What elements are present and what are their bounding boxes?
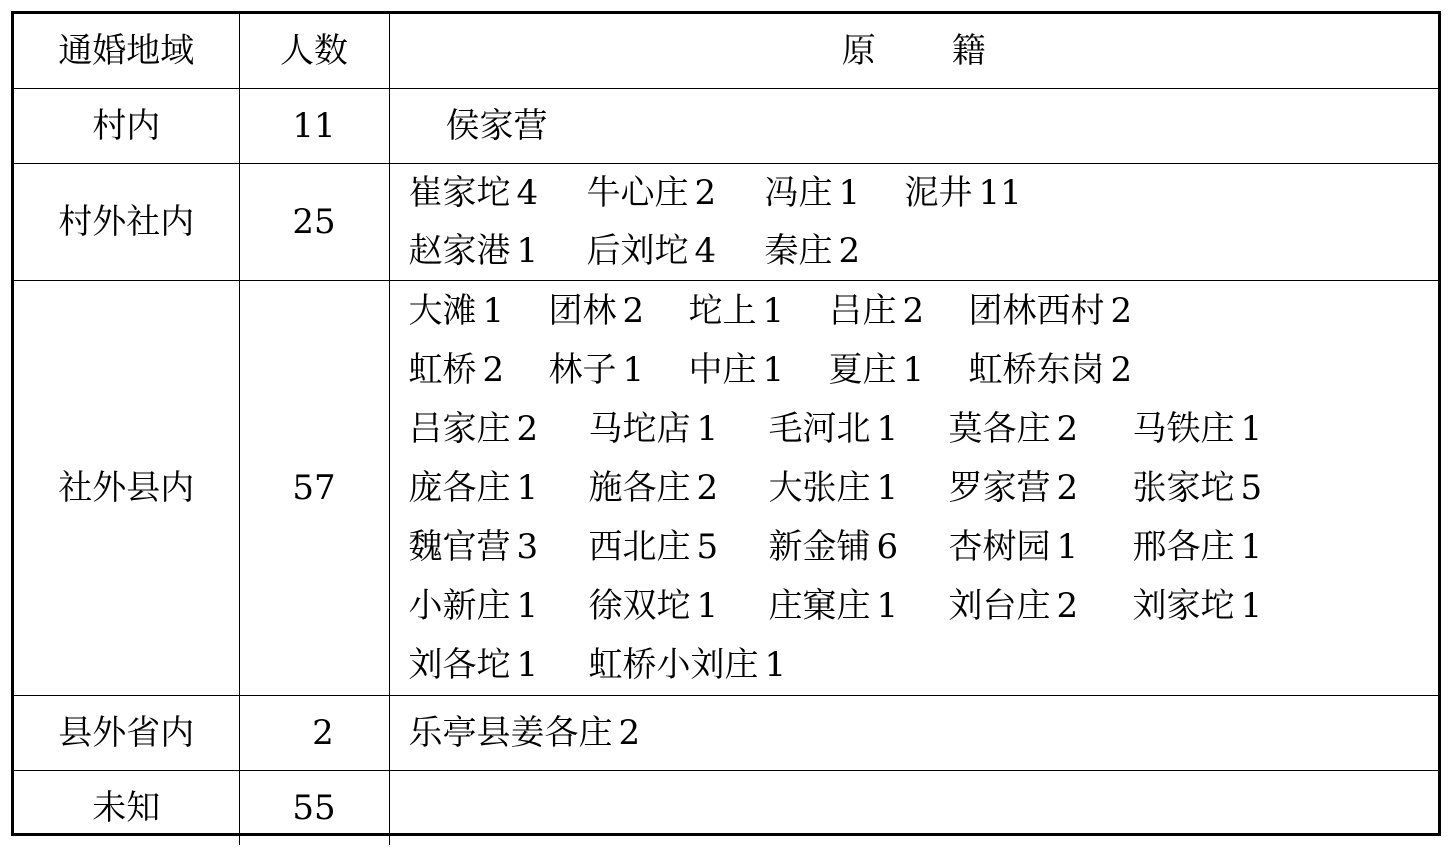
origin-line xyxy=(409,703,1439,763)
origin-place xyxy=(765,222,861,280)
place-name: 侯家营 xyxy=(445,106,548,146)
place-name: 吕家庄 xyxy=(408,408,511,449)
place-count: 1 xyxy=(902,349,925,390)
origin-cell xyxy=(389,281,1438,696)
place-count: 1 xyxy=(516,585,539,626)
place-count: 2 xyxy=(1056,408,1079,449)
region-cell: 未知 xyxy=(14,771,239,846)
header-origin-b: 籍 xyxy=(951,31,986,71)
origin-line xyxy=(409,577,1439,636)
place-name: 大滩 xyxy=(408,290,477,331)
place-name: 吕庄 xyxy=(828,290,897,331)
place-name: 林子 xyxy=(548,349,617,390)
origin-line xyxy=(409,636,1439,695)
origin-line xyxy=(409,518,1439,577)
place-count: 1 xyxy=(516,467,539,508)
place-name: 虹桥 xyxy=(408,349,477,390)
count-cell: 11 xyxy=(239,89,389,164)
place-count: 4 xyxy=(516,173,539,213)
origin-cell xyxy=(389,164,1438,281)
origin-place xyxy=(829,341,925,400)
place-name: 新金铺 xyxy=(768,526,871,567)
origin-place xyxy=(969,341,1133,400)
place-count: 2 xyxy=(1110,290,1133,331)
count-cell: 2 xyxy=(239,696,389,771)
place-name: 团林 xyxy=(548,290,617,331)
origin-cell xyxy=(389,89,1438,164)
origin-place xyxy=(409,341,505,400)
place-name: 大张庄 xyxy=(768,467,871,508)
place-count: 1 xyxy=(696,408,719,449)
place-count: 2 xyxy=(622,290,645,331)
place-count: 1 xyxy=(622,349,645,390)
region-cell: 县外省内 xyxy=(14,696,239,771)
place-count: 2 xyxy=(694,173,717,213)
place-count: 1 xyxy=(762,349,785,390)
place-count: 5 xyxy=(1240,467,1263,508)
place-count: 1 xyxy=(516,644,539,685)
table-body xyxy=(14,14,1438,845)
place-count: 1 xyxy=(838,173,861,213)
place-name: 后刘坨 xyxy=(586,231,689,271)
header-row xyxy=(14,14,1438,89)
place-name: 徐双坨 xyxy=(588,585,691,626)
place-name: 张家坨 xyxy=(1132,467,1235,508)
origin-place xyxy=(409,577,539,636)
origin-line xyxy=(409,282,1439,341)
table-row xyxy=(14,696,1438,771)
origin-place xyxy=(589,400,719,459)
place-name: 虹桥小刘庄 xyxy=(588,644,759,685)
place-name: 冯庄 xyxy=(764,173,833,213)
place-name: 秦庄 xyxy=(764,231,833,271)
place-name: 杏树园 xyxy=(948,526,1051,567)
place-name: 乐亭县姜各庄 xyxy=(408,713,613,753)
place-count: 1 xyxy=(696,585,719,626)
place-count: 3 xyxy=(516,526,539,567)
place-name: 毛河北 xyxy=(768,408,871,449)
table-row xyxy=(14,89,1438,164)
origin-place xyxy=(409,400,539,459)
place-name: 牛心庄 xyxy=(586,173,689,213)
place-name: 虹桥东岗 xyxy=(968,349,1105,390)
place-count: 2 xyxy=(838,231,861,271)
place-count: 1 xyxy=(764,644,787,685)
origin-place xyxy=(765,164,861,222)
origin-place xyxy=(549,341,645,400)
place-name: 小新庄 xyxy=(408,585,511,626)
table-row xyxy=(14,771,1438,846)
origin-place xyxy=(829,282,925,341)
place-count: 2 xyxy=(902,290,925,331)
origin-place xyxy=(589,577,719,636)
origin-place xyxy=(689,282,785,341)
origin-place xyxy=(587,222,717,280)
place-name: 团林西村 xyxy=(968,290,1105,331)
origin-place xyxy=(969,282,1133,341)
origin-place xyxy=(769,459,899,518)
place-count: 1 xyxy=(1240,585,1263,626)
origin-place xyxy=(587,164,717,222)
region-cell: 社外县内 xyxy=(14,281,239,696)
place-count: 2 xyxy=(1110,349,1133,390)
origin-place xyxy=(1133,577,1263,636)
header-count: 人数 xyxy=(239,14,389,89)
origin-place xyxy=(409,636,539,695)
place-count: 1 xyxy=(876,467,899,508)
place-count: 1 xyxy=(482,290,505,331)
place-name: 夏庄 xyxy=(828,349,897,390)
place-name: 坨上 xyxy=(688,290,757,331)
header-origin-a: 原 xyxy=(841,31,876,71)
place-count: 1 xyxy=(1240,408,1263,449)
place-name: 魏官营 xyxy=(408,526,511,567)
origin-place xyxy=(769,518,899,577)
place-name: 莫各庄 xyxy=(948,408,1051,449)
origin-place xyxy=(1133,518,1263,577)
header-region: 通婚地域 xyxy=(14,14,239,89)
place-count: 1 xyxy=(1240,526,1263,567)
place-count: 1 xyxy=(876,585,899,626)
origin-place xyxy=(589,636,787,695)
origin-place xyxy=(769,577,899,636)
origin-place xyxy=(549,282,645,341)
origin-cell xyxy=(389,771,1438,846)
table-row xyxy=(14,281,1438,696)
origin-place xyxy=(689,341,785,400)
place-name: 庞各庄 xyxy=(408,467,511,508)
origin-place xyxy=(589,459,719,518)
header-origin xyxy=(389,14,1438,89)
place-count: 1 xyxy=(876,408,899,449)
origin-place xyxy=(589,518,719,577)
count-cell: 25 xyxy=(239,164,389,281)
place-name: 泥井 xyxy=(904,173,973,213)
place-count: 2 xyxy=(516,408,539,449)
place-count: 2 xyxy=(1056,467,1079,508)
origin-place xyxy=(949,518,1079,577)
place-name: 刘各坨 xyxy=(408,644,511,685)
origin-place xyxy=(409,518,539,577)
place-name: 崔家坨 xyxy=(408,173,511,213)
place-name: 刘家坨 xyxy=(1132,585,1235,626)
origin-place xyxy=(409,703,641,763)
place-name: 马坨店 xyxy=(588,408,691,449)
origin-line xyxy=(409,459,1439,518)
place-count: 2 xyxy=(696,467,719,508)
origin-place xyxy=(949,459,1079,518)
origin-place xyxy=(949,577,1079,636)
origin-place xyxy=(1133,459,1263,518)
table-row xyxy=(14,164,1438,281)
place-count: 11 xyxy=(978,173,1022,213)
origin-place xyxy=(409,282,505,341)
origin-place xyxy=(905,164,1022,222)
count-cell: 55 xyxy=(239,771,389,846)
count-cell: 57 xyxy=(239,281,389,696)
place-name: 赵家港 xyxy=(408,231,511,271)
origin-line xyxy=(409,222,1439,280)
place-count: 1 xyxy=(516,231,539,271)
origin-line xyxy=(409,341,1439,400)
place-count: 2 xyxy=(1056,585,1079,626)
origin-place xyxy=(1133,400,1263,459)
origin-cell xyxy=(389,696,1438,771)
marriage-region-table xyxy=(11,11,1441,836)
origin-place xyxy=(409,222,539,280)
region-cell: 村内 xyxy=(14,89,239,164)
origin-line xyxy=(409,400,1439,459)
place-count: 1 xyxy=(1056,526,1079,567)
origin-place xyxy=(769,400,899,459)
place-name: 施各庄 xyxy=(588,467,691,508)
place-name: 庄窠庄 xyxy=(768,585,871,626)
place-name: 马铁庄 xyxy=(1132,408,1235,449)
place-count: 6 xyxy=(876,526,899,567)
place-name: 西北庄 xyxy=(588,526,691,567)
place-count: 4 xyxy=(694,231,717,271)
origin-line xyxy=(409,164,1439,222)
origin-place xyxy=(409,459,539,518)
place-name: 刘台庄 xyxy=(948,585,1051,626)
origin-place xyxy=(446,96,548,156)
place-count: 2 xyxy=(482,349,505,390)
region-cell: 村外社内 xyxy=(14,164,239,281)
place-count: 2 xyxy=(618,713,641,753)
origin-line xyxy=(446,96,1439,156)
place-name: 中庄 xyxy=(688,349,757,390)
origin-place xyxy=(409,164,539,222)
place-name: 罗家营 xyxy=(948,467,1051,508)
origin-place xyxy=(949,400,1079,459)
place-count: 1 xyxy=(762,290,785,331)
place-count: 5 xyxy=(696,526,719,567)
place-name: 邢各庄 xyxy=(1132,526,1235,567)
